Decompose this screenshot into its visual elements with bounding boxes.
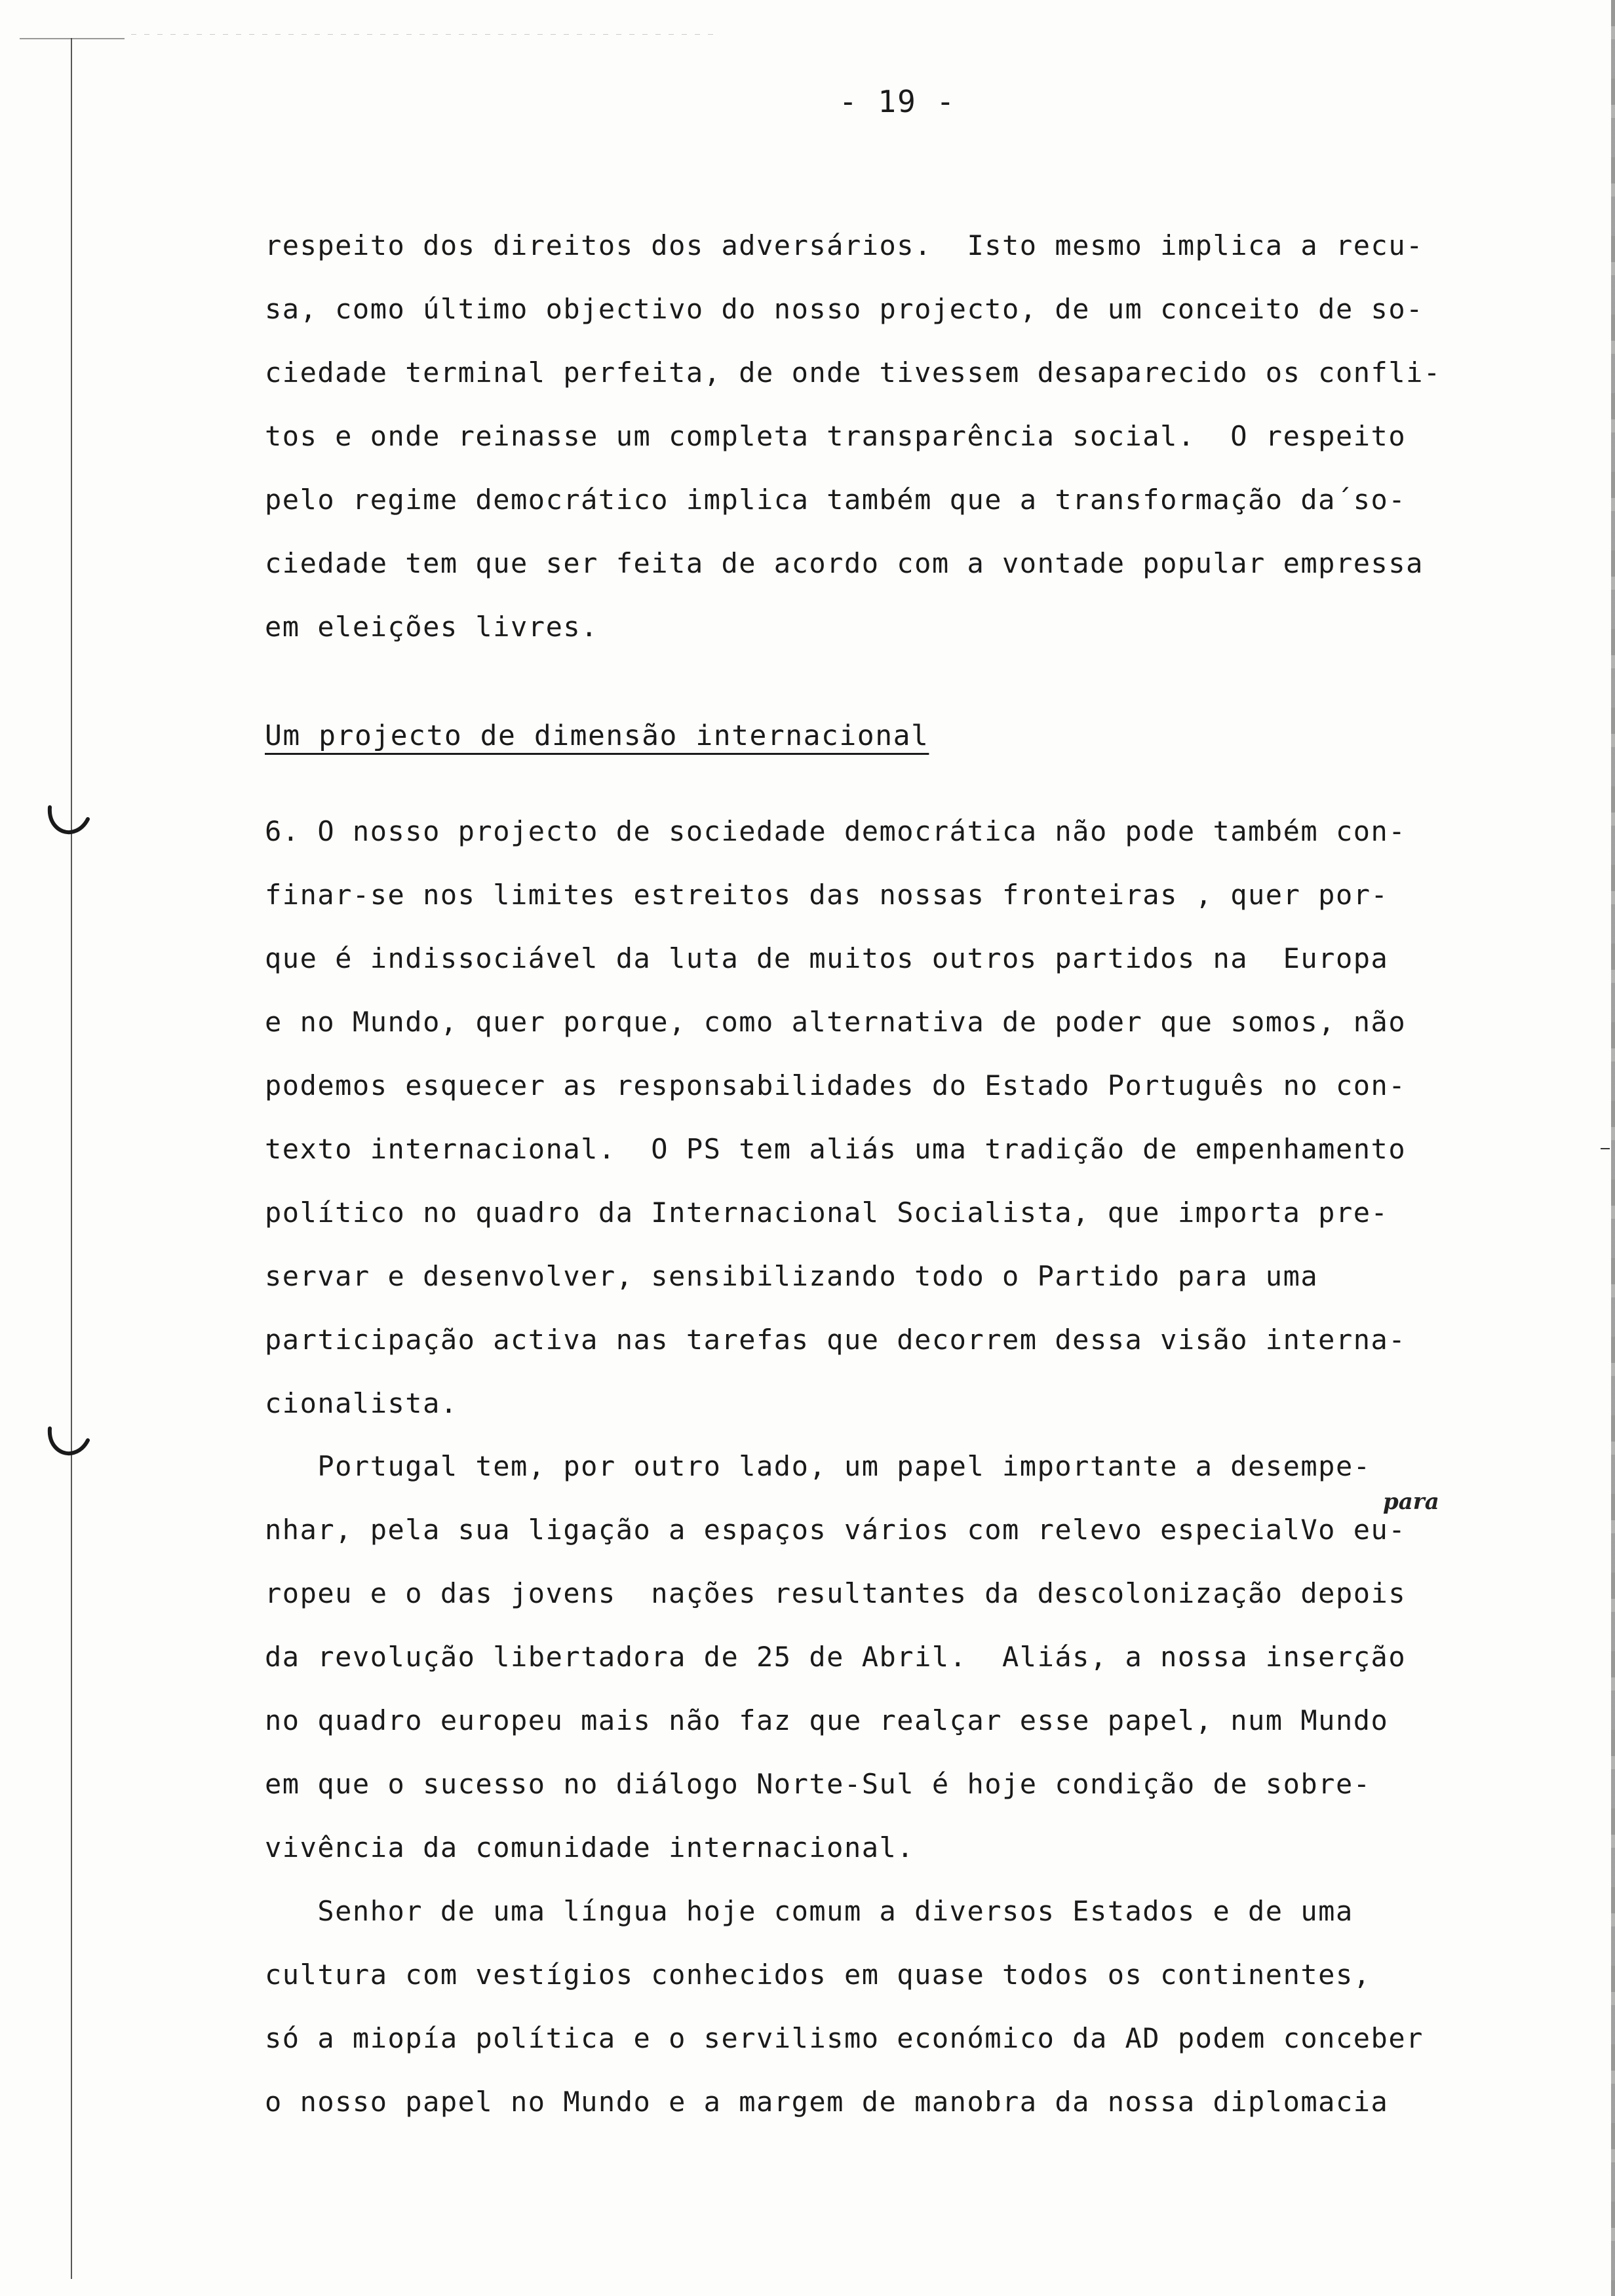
text-line: cultura com vestígios conhecidos em quase todos os continentes, <box>265 1959 1371 1991</box>
scan-artifact-right-tick <box>1601 1148 1610 1149</box>
paragraph-2 <box>265 799 1530 1435</box>
handwritten-insert: para <box>1383 1489 1439 1515</box>
text-line: texto internacional. O PS tem aliás uma tradição de empenhamento <box>265 1133 1407 1165</box>
page-number: - 19 - <box>839 84 956 119</box>
paragraph-1 <box>265 214 1530 659</box>
text-line: ciedade terminal perfeita, de onde tivessem desaparecido os confli- <box>265 356 1441 389</box>
text-line: o nosso papel no Mundo e a margem de manobra da nossa diplomacia <box>265 2086 1389 2118</box>
text-line: só a miopía política e o servilismo económico da AD podem conceber <box>265 2022 1424 2054</box>
text-line: podemos esquecer as responsabilidades do Estado Português no con- <box>265 1069 1407 1101</box>
text-line: servar e desenvolver, sensibilizando todo o Partido para uma <box>265 1260 1319 1292</box>
text-line: político no quadro da Internacional Socialista, que importa pre- <box>265 1196 1389 1229</box>
section-heading: Um projecto de dimensão internacional <box>265 719 929 752</box>
text-line: ciedade tem que ser feita de acordo com a vontade popular empressa <box>265 547 1424 579</box>
text-line: da revolução libertadora de 25 de Abril. Aliás, a nossa inserção <box>265 1641 1407 1673</box>
hole-punch-mark-upper <box>45 805 92 836</box>
scan-artifact-top <box>20 38 125 39</box>
text-line: tos e onde reinasse um completa transparência social. O respeito <box>265 420 1407 452</box>
text-line: Portugal tem, por outro lado, um papel importante a desempe- <box>265 1450 1371 1482</box>
hole-punch-mark-lower <box>45 1426 92 1457</box>
text-line: finar-se nos limites estreitos das nossas fronteiras , quer por- <box>265 879 1389 911</box>
text-line: respeito dos direitos dos adversários. Isto mesmo implica a recu- <box>265 229 1424 261</box>
paragraph-4 <box>265 1879 1530 2133</box>
text-line: em eleições livres. <box>265 611 598 643</box>
text-line: vivência da comunidade internacional. <box>265 1831 915 1864</box>
binding-margin-line <box>71 38 72 2279</box>
text-line: sa, como último objectivo do nosso projecto, de um conceito de so- <box>265 293 1424 325</box>
paragraph-3 <box>265 1434 1530 1879</box>
text-line: em que o sucesso no diálogo Norte-Sul é hoje condição de sobre- <box>265 1768 1371 1800</box>
text-line: ropeu e o das jovens nações resultantes da descolonização depois <box>265 1577 1407 1609</box>
text-line: 6. O nosso projecto de sociedade democrática não pode também con- <box>265 815 1407 847</box>
text-line: participação activa nas tarefas que decorrem dessa visão interna- <box>265 1324 1407 1356</box>
text-line: nhar, pela sua ligação a espaços vários com relevo especialVo eu- <box>265 1514 1407 1546</box>
text-line: Senhor de uma língua hoje comum a diversos Estados e de uma <box>265 1895 1353 1927</box>
scan-artifact-top-dashed <box>131 34 721 35</box>
text-line: que é indissociável da luta de muitos outros partidos na Europa <box>265 942 1389 974</box>
text-line: cionalista. <box>265 1387 458 1419</box>
scan-artifact-right-edge <box>1611 0 1615 2296</box>
text-line: no quadro europeu mais não faz que realçar esse papel, num Mundo <box>265 1704 1389 1736</box>
text-line: e no Mundo, quer porque, como alternativa de poder que somos, não <box>265 1006 1407 1038</box>
text-line: pelo regime democrático implica também que a transformação da´so- <box>265 484 1407 516</box>
